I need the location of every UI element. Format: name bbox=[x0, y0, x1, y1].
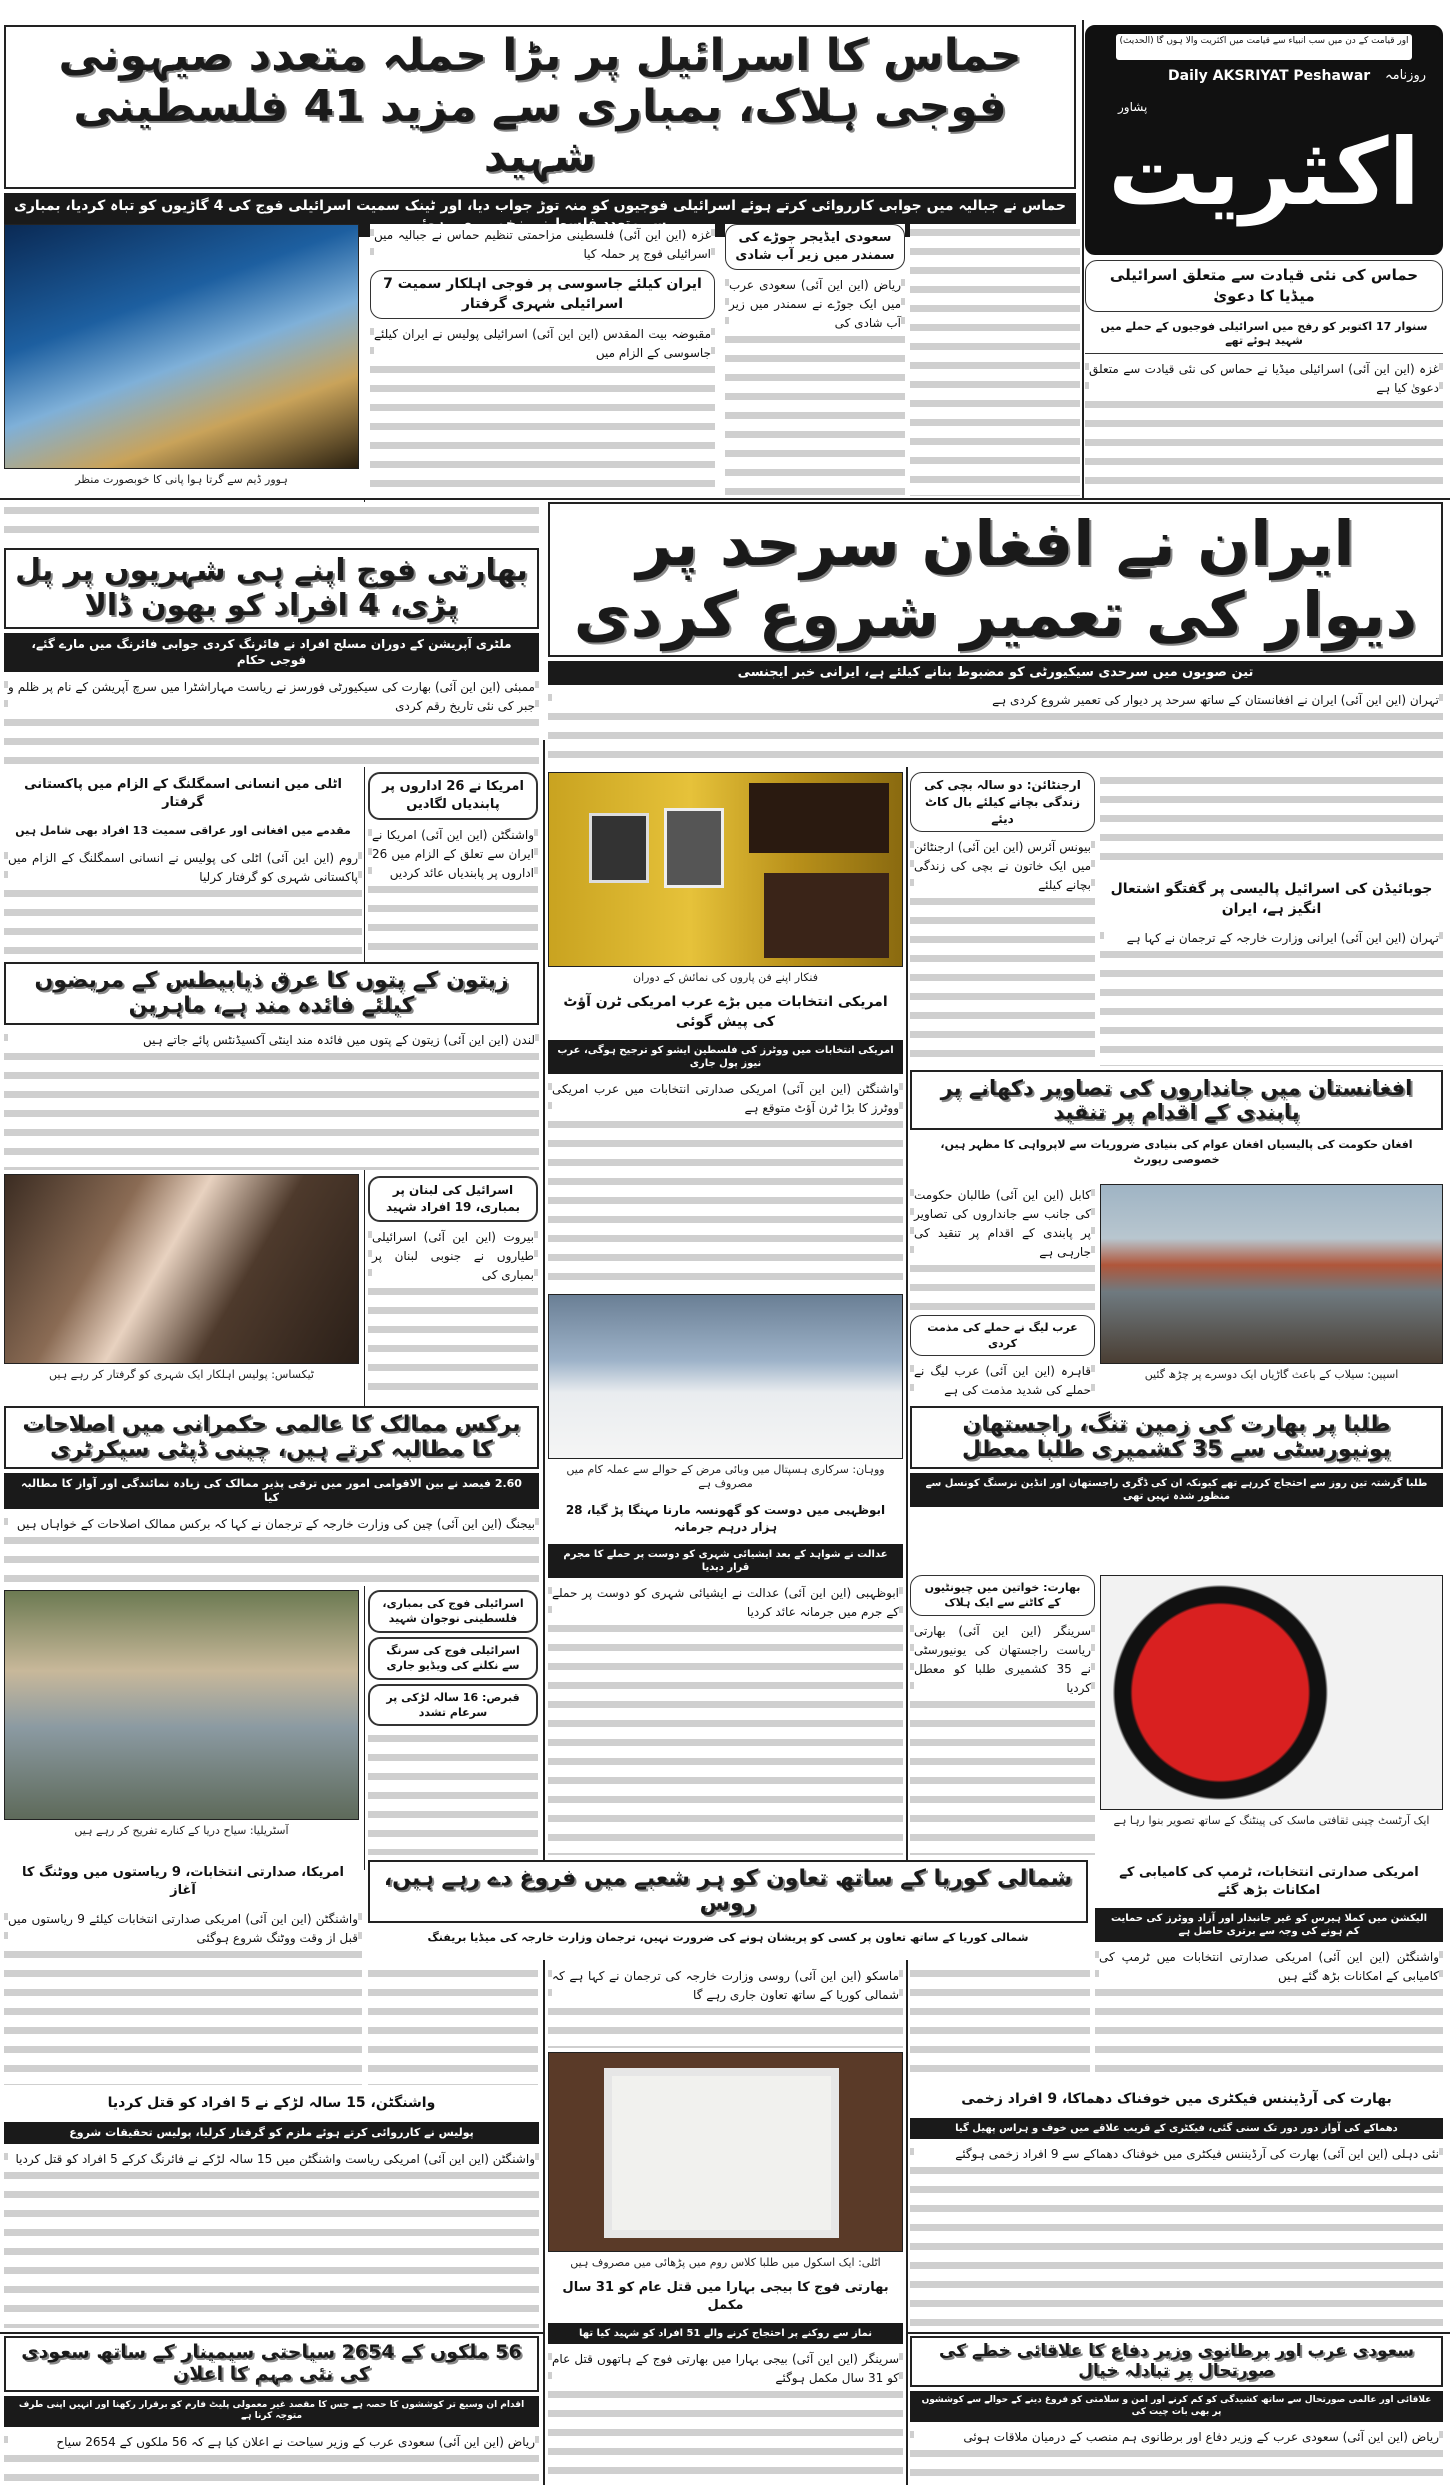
small-box-4: بھارت: خواتین میں چیونٹیوں کے کاٹنے سے ایک ہلاک bbox=[910, 1575, 1095, 1616]
israel-bomb-section bbox=[368, 1176, 538, 1402]
filler-column bbox=[910, 1965, 1090, 2080]
afghan-subhead: افغان حکومت کی پالیسیاں افغان عوام کی بنیادی ضروریات سے لاپرواہی کا مظہر ہیں، خصوصی رپورٹ bbox=[910, 1134, 1443, 1171]
trump-body-text: واشنگٹن (این این آئی) امریکی صدارتی انتخابات میں ٹرمپ کی کامیابی کے امکانات بڑھ گئے ہیں bbox=[1099, 1948, 1439, 1986]
afghan-body-col bbox=[910, 1184, 1095, 1311]
india-body-text: ممبئی (این این آئی) بھارت کی سیکیورٹی فورسز نے ریاست مہاراشٹرا میں سرچ آپریشن کے نام پر ظلم و جبر کی نئی تاریخ رقم کردی bbox=[8, 678, 535, 716]
lead-photo-section bbox=[4, 224, 359, 496]
us-pres-body bbox=[4, 1908, 362, 2085]
masthead-logo: اکثریت bbox=[1108, 119, 1420, 226]
saudi-tourism-body bbox=[4, 2431, 539, 2486]
side-top-subhead: سنوار 17 اکتوبر کو رفح میں اسرائیلی فوجیوں کے حملے میں شہید ہوئے تھے bbox=[1085, 316, 1443, 354]
biden-body bbox=[1100, 927, 1443, 1066]
small-boxes-section bbox=[368, 1590, 538, 1855]
us-elections-body bbox=[548, 1078, 903, 1290]
israel-bomb-body-text: بیروت (این این آئی) اسرائیلی طیاروں نے جنوبی لبنان پر بمباری کی bbox=[372, 1228, 534, 1285]
masthead-english-name: Daily AKSRIYAT Peshawar bbox=[1168, 68, 1371, 84]
saudi-tourism-headline: 56 ملکوں کے 2654 سیاحتی سیمینار کے ساتھ سعودی کی نئی مہم کا اعلان bbox=[4, 2336, 539, 2392]
iran-headline: ایران نے افغان سرحد پر دیوار کی تعمیر شروع کردی bbox=[548, 502, 1443, 657]
iran-body-text: تہران (این این آئی) ایران نے افغانستان کے ساتھ سرحد پر دیوار کی تعمیر شروع کردی ہے bbox=[552, 691, 1439, 710]
saudi-uk-section bbox=[910, 2336, 1443, 2486]
korea-body-text: ماسکو (این این آئی) روسی وزارت خارجہ کی ترجمان نے کہا ہے کہ شمالی کوریا کے ساتھ تعاون جاری رہے گا bbox=[552, 1967, 899, 2005]
olive-headline: زیتون کے پتوں کا عرق ذیابیطس کے مریضوں کیلئے فائدہ مند ہے، ماہرین bbox=[4, 962, 539, 1025]
frame bbox=[589, 813, 649, 883]
masthead-motto: اور قیامت کے دن میں سب انبیاء سے قیامت میں اکثریت والا ہوں گا (الحدیث) bbox=[1116, 34, 1412, 60]
italy-body bbox=[4, 847, 362, 958]
bricks-section bbox=[4, 1406, 539, 1586]
italy-headline: اٹلی میں انسانی اسمگلنگ کے الزام میں پاکستانی گرفتار bbox=[4, 772, 362, 816]
us-elections-subhead: امریکی انتخابات میں ووٹرز کی فلسطین ایشو کو ترجیح ہوگی، عرب نیوز پول جاری bbox=[548, 1040, 903, 1074]
saudi-uk-subhead: علاقائی اور عالمی صورتحال سے ساتھ کشیدگی کو کم کرنے اور امن و سلامتی کو فروغ دینے کے حوالے سے کوششوں پر بھی بات چیت کی bbox=[910, 2391, 1443, 2422]
lead-body bbox=[370, 224, 715, 266]
washington-body-text: واشنگٹن (این این آئی) امریکی ریاست واشنگٹن میں 15 سالہ لڑکے نے فائرنگ کرکے 5 افراد کو قتل کردیا bbox=[8, 2150, 535, 2169]
saudi-uk-headline: سعودی عرب اور برطانوی وزیر دفاع کا علاقائی خطے کی صورتحال پر تبادلہ خیال bbox=[910, 2336, 1443, 2387]
olive-body bbox=[4, 1029, 539, 1170]
korea-body-section bbox=[548, 1965, 903, 2270]
abu-dhabi-headline: ابوظہبی میں دوست کو گھونسہ مارنا مہنگا پڑ گیا، 28 ہزار درہم جرمانہ bbox=[548, 1498, 903, 1540]
flood-photo-section bbox=[1100, 1184, 1443, 1402]
argentina-body-text: بیونس آئرس (این این آئی) ارجنٹائن میں ایک خاتون نے بچی کی زندگی بچانے کیلئے bbox=[914, 838, 1091, 895]
river-photo bbox=[4, 1590, 359, 1820]
india-headline: بھارتی فوج اپنے ہی شہریوں پر پل پڑی، 4 افراد کو بھون ڈالا bbox=[4, 548, 539, 629]
kashmir-section bbox=[548, 2275, 903, 2485]
olive-photo-section bbox=[4, 1174, 359, 1402]
trump-subhead: الیکشن میں کملا ہیرس کو غیر جانبدار اور آزاد ووٹرز کی حمایت کم ہونے کی وجہ سے برتری حاصل ہے bbox=[1095, 1908, 1443, 1942]
bags-photo-caption: ووہان: سرکاری ہسپتال میں وبائی مرض کے حوالے سے عملہ کام میں مصروف ہے bbox=[566, 1463, 885, 1491]
filler-column bbox=[368, 1965, 538, 2085]
abu-dhabi-body-text: ابوظہبی (این این آئی) عدالت نے ایشیائی شہری کو دوست پر حملے کے جرم میں جرمانہ عائد کردیا bbox=[552, 1584, 899, 1622]
lead-headline: حماس کا اسرائیل پر بڑا حملہ متعدد صیہونی فوجی ہلاک، بمباری سے مزید 41 فلسطینی شہید bbox=[4, 25, 1076, 189]
spy-headline: ایران کیلئے جاسوسی پر فوجی اہلکار سمیت 7 اسرائیلی شہری گرفتار bbox=[370, 270, 715, 319]
gallery-photo bbox=[548, 772, 903, 967]
afghan-section bbox=[910, 1070, 1443, 1180]
afghan-headline: افغانستان میں جانداروں کی تصاویر دکھانے پر پابندی کے اقدام پر تنقید bbox=[910, 1070, 1443, 1130]
washington-section bbox=[4, 2090, 539, 2328]
flood-photo-caption: اسپین: سیلاب کے باعث گاڑیاں ایک دوسرے پر چڑھ گئیں bbox=[1144, 1368, 1399, 1381]
india-section bbox=[4, 502, 539, 767]
washington-headline: واشنگٹن، 15 سالہ لڑکے نے 5 افراد کو قتل کردیا bbox=[4, 2090, 539, 2118]
column-rule bbox=[906, 740, 908, 2485]
body-text-filler bbox=[368, 1965, 538, 2085]
mask-photo-section bbox=[1100, 1575, 1443, 1855]
saudi-wedding-body bbox=[725, 274, 905, 496]
column-rule bbox=[1082, 20, 1084, 500]
arab-league-body-text: قاہرہ (این این آئی) عرب لیگ نے حملے کی شدید مذمت کی ہے bbox=[914, 1362, 1091, 1400]
window bbox=[604, 2068, 839, 2238]
olive-section bbox=[4, 962, 539, 1170]
trump-section bbox=[1095, 1860, 1443, 2082]
classroom-photo-caption: اٹلی: ایک اسکول میں طلبا کلاس روم میں پڑھائی میں مصروف ہیں bbox=[570, 2255, 881, 2269]
arab-league-body bbox=[910, 1360, 1095, 1402]
india-body bbox=[4, 676, 539, 767]
bags-photo-section bbox=[548, 1294, 903, 1494]
lead-body-text: غزہ (این این آئی) فلسطینی مزاحمتی تنظیم حماس نے جبالیہ میں اسرائیلی فوج پر حملہ کیا bbox=[374, 226, 711, 264]
italy-subhead: مقدمے میں افغانی اور عراقی سمیت 13 افراد بھی شامل ہیں bbox=[4, 820, 362, 842]
kashmir-body bbox=[548, 2348, 903, 2485]
body-text-filler bbox=[910, 1965, 1090, 2080]
saudi-wedding-section bbox=[725, 224, 905, 496]
italy-section bbox=[4, 772, 362, 958]
abu-dhabi-body bbox=[548, 1582, 903, 1855]
argentina-headline: ارجنٹائن: دو سالہ بچی کی زندگی بچانے کیلئے بال کاٹ دیئے bbox=[910, 772, 1095, 832]
korea-headline: شمالی کوریا کے ساتھ تعاون کو ہر شعبے میں فروغ دے رہے ہیں، روس bbox=[368, 1860, 1088, 1923]
bricks-body-text: بیجنگ (این این آئی) چین کی وزارت خارجہ کے ترجمان نے کہا کہ برکس ممالک اصلاحات کے خواہاں ہیں bbox=[8, 1515, 535, 1534]
korea-subhead: شمالی کوریا کے ساتھ تعاون پر کسی کو پریشان ہونے کی ضرورت نہیں، ترجمان وزارت خارجہ کی میڈیا بریفنگ bbox=[368, 1927, 1088, 1949]
lead-subhead: حماس نے جبالیہ میں جوابی کارروائی کرتے ہوئے اسرائیلی فوجیوں کو منہ توڑ جواب دیا، اور ٹینک سمیت اسرائیلی فوج کی 4 گاڑیوں کو تباہ کردیا، بمباری bbox=[4, 193, 1076, 237]
iran-subhead: تین صوبوں میں سرحدی سیکیورٹی کو مضبوط بنانے کیلئے ہے، ایرانی خبر ایجنسی bbox=[548, 661, 1443, 686]
us-elections-body-text: واشنگٹن (این این آئی) امریکی صدارتی انتخابات میں عرب امریکی ووٹرز کا بڑا ٹرن آؤٹ متوقع ہے bbox=[552, 1080, 899, 1118]
bricks-subhead: 2.60 فیصد نے بین الاقوامی امور میں ترقی پذیر ممالک کی زیادہ نمائندگی اور آواز کا مطالبہ کیا bbox=[4, 1473, 539, 1510]
factory-body bbox=[910, 2143, 1443, 2328]
us-pres-body-text: واشنگٹن (این این آئی) امریکی صدارتی انتخابات کیلئے 9 ریاستوں میں قبل از وقت ووٹنگ شروع ہوگئی bbox=[8, 1910, 358, 1948]
students-body-text: سرینگر (این این آئی) بھارتی ریاست راجستھان کی یونیورسٹی نے 35 کشمیری طلبا کو معطل کردیا bbox=[914, 1622, 1091, 1698]
small-box-3: قبرص: 16 سالہ لڑکی پر سرعام تشدد bbox=[368, 1684, 538, 1727]
factory-body-text: نئی دہلی (این این آئی) بھارت کی آرڈیننس فیکٹری میں خوفناک دھماکے سے 9 افراد زخمی ہوگئے bbox=[914, 2145, 1439, 2164]
masthead bbox=[1085, 25, 1443, 255]
students-body-section bbox=[910, 1575, 1095, 1855]
small-box-body bbox=[368, 1730, 538, 1855]
biden-headline: جوبائیڈن کی اسرائیل پالیسی پر گفتگو اشتعال انگیز ہے، ایران bbox=[1100, 876, 1443, 923]
river-photo-section bbox=[4, 1590, 359, 1855]
frame bbox=[764, 873, 889, 958]
italy-body-text: روم (این این آئی) اٹلی کی پولیس نے انسانی اسمگلنگ کے الزام میں پاکستانی شہری کو گرفتار کرلیا bbox=[8, 849, 358, 887]
saudi-uk-body bbox=[910, 2426, 1443, 2486]
kashmir-headline: بھارتی فوج کا بیجی بہارا میں قتل عام کو 31 سال مکمل bbox=[548, 2275, 903, 2319]
filler-column bbox=[910, 224, 1080, 496]
students-headline: طلبا پر بھارت کی زمین تنگ، راجستھان یونیورسٹی سے 35 کشمیری طلبا معطل bbox=[910, 1406, 1443, 1469]
side-top-body bbox=[1085, 358, 1443, 496]
iran-section bbox=[548, 502, 1443, 767]
river-photo-caption: آسٹریلیا: سیاح دریا کے کنارے تفریح کر رہے ہیں bbox=[74, 1824, 289, 1837]
washington-body bbox=[4, 2148, 539, 2328]
saudi-tourism-section bbox=[4, 2336, 539, 2486]
kashmir-subhead: نماز سے روکنے پر احتجاج کرنے والے 51 افراد کو شہید کیا تھا bbox=[548, 2323, 903, 2344]
side-top-section bbox=[1085, 260, 1443, 496]
us-pres-headline: امریکا، صدارتی انتخابات، 9 ریاستوں میں ووٹنگ کا آغاز bbox=[4, 1860, 362, 1904]
us-ban-body bbox=[368, 824, 538, 958]
spy-body bbox=[370, 323, 715, 496]
students-body bbox=[910, 1620, 1095, 1855]
abu-dhabi-section bbox=[548, 1498, 903, 1855]
us-ban-body-text: واشنگٹن (این این آئی) امریکا نے ایران سے تعلق کے الزام میں 26 اداروں پر پابندیاں عائد کردیں bbox=[372, 826, 534, 883]
kashmir-body-text: سرینگر (این این آئی) بیجی بہارا میں بھارتی فوج کے ہاتھوں قتل عام کو 31 سال مکمل ہوگئے bbox=[552, 2350, 899, 2388]
divider bbox=[0, 498, 1450, 500]
bricks-headline: برکس ممالک کا عالمی حکمرانی میں اصلاحات کا مطالبہ کرتے ہیں، چینی ڈپٹی سیکرٹری bbox=[4, 1406, 539, 1469]
argentina-body bbox=[910, 836, 1095, 1066]
washington-subhead: پولیس نے کارروائی کرتے ہوئے ملزم کو گرفتار کرلیا، پولیس تحقیقات شروع bbox=[4, 2122, 539, 2144]
us-elections-section bbox=[548, 772, 903, 1290]
us-ban-headline: امریکا نے 26 اداروں پر پابندیاں لگادیں bbox=[368, 772, 538, 820]
factory-section bbox=[910, 2086, 1443, 2328]
korea-body bbox=[548, 1965, 903, 2048]
frame bbox=[664, 808, 724, 888]
olive-photo bbox=[4, 1174, 359, 1364]
body-text-filler bbox=[1100, 772, 1443, 872]
divider bbox=[906, 2332, 1450, 2334]
saudi-tourism-body-text: ریاض (این این آئی) سعودی عرب کے وزیر سیاحت نے اعلان کیا ہے کہ 56 ملکوں کے 2654 سیاح bbox=[8, 2433, 535, 2452]
spy-section bbox=[370, 224, 715, 496]
masthead-daily-label: روزنامہ bbox=[1385, 68, 1426, 83]
israel-bomb-headline: اسرائیل کی لبنان پر بمباری، 19 افراد شہید bbox=[368, 1176, 538, 1222]
gallery-photo-caption: فنکار اپنے فن پاروں کی نمائش کے دوران bbox=[632, 971, 819, 984]
mask-photo-caption: ایک آرٹسٹ چینی ثقافتی ماسک کی پینٹنگ کے ساتھ تصویر بنوا رہا ہے bbox=[1113, 1814, 1430, 1827]
us-elections-headline: امریکی انتخابات میں بڑے عرب امریکی ٹرن آؤٹ کی پیش گوئی bbox=[548, 989, 903, 1036]
small-box-1: اسرائیلی فوج کی بمباری، فلسطینی نوجوان شہید bbox=[368, 1590, 538, 1633]
flood-photo bbox=[1100, 1184, 1443, 1364]
us-pres-section bbox=[4, 1860, 362, 2085]
bags-photo bbox=[548, 1294, 903, 1459]
arab-league-headline: عرب لیگ نے حملے کی مذمت کردی bbox=[910, 1315, 1095, 1356]
saudi-tourism-subhead: اقدام ان وسیع تر کوششوں کا حصہ ہے جس کا مقصد غیر معمولی پلیٹ فارم کو برقرار رکھنا اور انہیں اپنی طرف متوجہ کرنا ہے bbox=[4, 2396, 539, 2427]
saudi-wedding-headline: سعودی ایڈیجر جوڑے کی سمندر میں زیر آب شادی bbox=[725, 224, 905, 270]
abu-dhabi-subhead: عدالت نے شواہد کے بعد ایشیائی شہری کو دوست پر حملے کا مجرم قرار دیدیا bbox=[548, 1544, 903, 1578]
lead-photo-caption: ہوور ڈیم سے گرتا ہوا پانی کا خوبصورت منظر bbox=[75, 473, 288, 486]
classroom-photo bbox=[548, 2052, 903, 2252]
israel-bomb-body bbox=[368, 1226, 538, 1402]
masthead-city: پشاور bbox=[1118, 100, 1148, 114]
body-text-filler bbox=[910, 224, 1080, 496]
argentina-section bbox=[910, 772, 1095, 1066]
afghan-body-text: کابل (این این آئی) طالبان حکومت کی جانب سے جانداروں کی تصاویر پر پابندی کے اقدام پر تنقید کی جارہی ہے bbox=[914, 1186, 1091, 1262]
side-top-headline: حماس کی نئی قیادت سے متعلق اسرائیلی میڈیا کا دعویٰ bbox=[1085, 260, 1443, 312]
mask-photo bbox=[1100, 1575, 1443, 1810]
students-section bbox=[910, 1406, 1443, 1571]
column-rule bbox=[543, 740, 545, 2485]
iran-body bbox=[548, 689, 1443, 767]
frame bbox=[749, 783, 889, 853]
olive-photo-caption: ٹیکساس: پولیس اہلکار ایک شہری کو گرفتار کر رہے ہیں bbox=[49, 1368, 314, 1381]
factory-subhead: دھماکے کی آواز دور دور تک سنی گئی، فیکٹری کے قریب علاقے میں خوف و ہراس پھیل گیا bbox=[910, 2118, 1443, 2139]
saudi-uk-body-text: ریاض (این این آئی) سعودی عرب کے وزیر دفاع اور برطانوی ہم منصب کے درمیان ملاقات ہوئی bbox=[914, 2428, 1439, 2447]
bricks-body bbox=[4, 1513, 539, 1586]
biden-section bbox=[1100, 772, 1443, 1066]
factory-headline: بھارت کی آرڈیننس فیکٹری میں خوفناک دھماکا، 9 افراد زخمی bbox=[910, 2086, 1443, 2114]
us-ban-section bbox=[368, 772, 538, 958]
lead-photo bbox=[4, 224, 359, 469]
spy-body-text: مقبوضہ بیت المقدس (این این آئی) اسرائیلی پولیس نے ایران کیلئے جاسوسی کے الزام میں bbox=[374, 325, 711, 363]
korea-section bbox=[368, 1860, 1088, 1960]
body-text-filler bbox=[4, 502, 539, 544]
side-top-body-text: غزہ (این این آئی) اسرائیلی میڈیا نے حماس کی نئی قیادت سے متعلق دعویٰ کیا ہے bbox=[1089, 360, 1439, 398]
lead-section bbox=[4, 25, 1076, 220]
trump-headline: امریکی صدارتی انتخابات، ٹرمپ کی کامیابی کے امکانات بڑھ گئے bbox=[1095, 1860, 1443, 1904]
trump-body bbox=[1095, 1946, 1443, 2082]
afghan-body-section bbox=[910, 1184, 1095, 1402]
divider bbox=[0, 2332, 543, 2334]
saudi-wedding-body-text: ریاض (این این آئی) سعودی عرب میں ایک جوڑے نے سمندر میں زیر آب شادی کی bbox=[729, 276, 901, 333]
small-box-2: اسرائیلی فوج کی سرنگ سے نکلنے کی ویڈیو جاری bbox=[368, 1637, 538, 1680]
students-subhead: طلبا گزشتہ تین روز سے احتجاج کررہے تھے کیونکہ ان کی ڈگری راجستھان اور انڈین نرسنگ کونسل سے منظور شدہ نہیں تھی bbox=[910, 1473, 1443, 1507]
india-subhead: ملٹری آپریشن کے دوران مسلح افراد نے فائرنگ کردی جوابی فائرنگ میں مارے گئے، فوجی حکام bbox=[4, 633, 539, 672]
biden-body-text: تہران (این این آئی) ایرانی وزارت خارجہ کے ترجمان نے کہا ہے bbox=[1104, 929, 1439, 948]
olive-body-text: لندن (این این آئی) زیتون کے پتوں میں فائدہ مند اینٹی آکسیڈنٹس پائے جاتے ہیں bbox=[8, 1031, 535, 1050]
